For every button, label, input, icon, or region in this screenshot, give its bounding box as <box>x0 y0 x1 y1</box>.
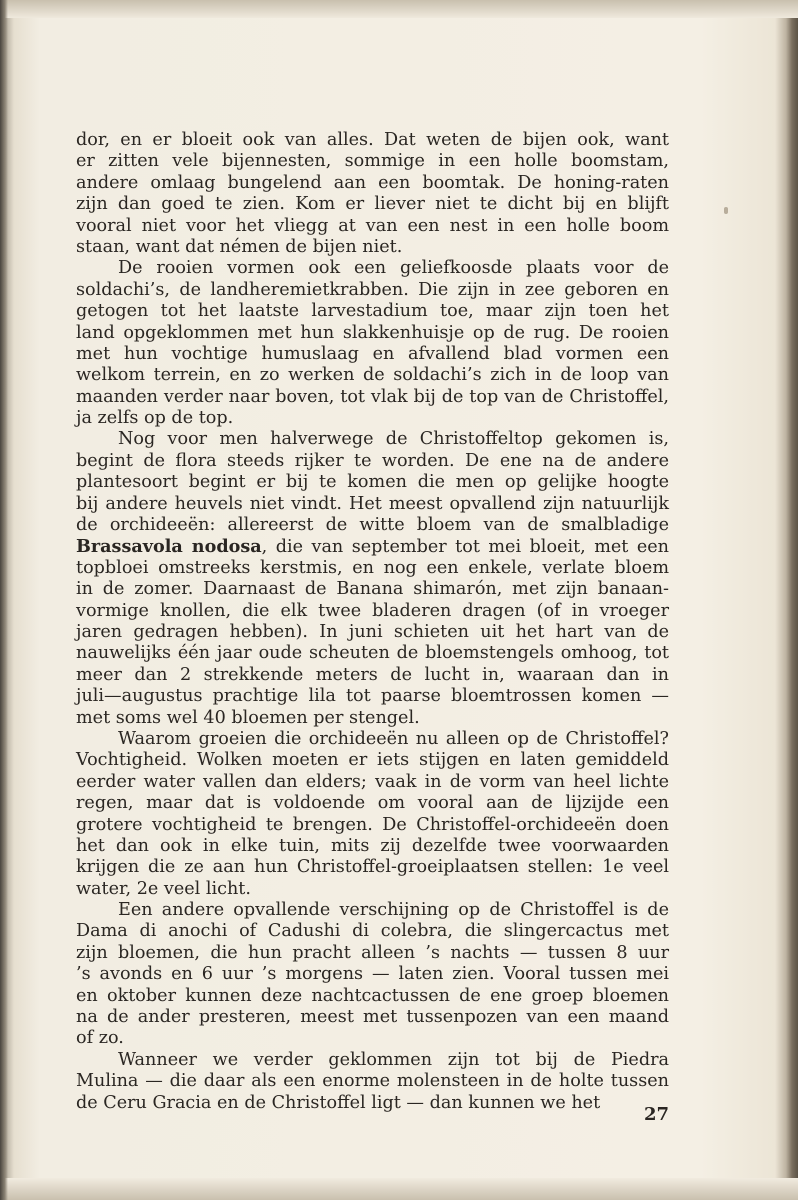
text-run: Wanneer we verder geklommen zijn tot bij de Piedra <box>118 1049 669 1070</box>
text-run: getogen tot het laatste larvestadium toe, maar zijn toen het <box>76 301 669 322</box>
text-run: dor, en er bloeit ook van alles. Dat weten de bijen ook, want <box>76 130 669 150</box>
text-run: vormige knollen, die elk twee bladeren dragen (of in vroeger <box>76 600 669 621</box>
text-run: ja zelfs op de top. <box>76 408 234 429</box>
text-run: land opgeklommen met hun slakkenhuisje op de rug. De rooien <box>76 322 669 343</box>
text-line <box>76 387 669 408</box>
text-line <box>76 515 669 536</box>
page-top-edge <box>0 0 798 18</box>
paper-speck <box>724 207 728 214</box>
text-run: juli—augustus prachtige lila tot paarse bloemtrossen komen — <box>76 686 669 707</box>
text-line <box>76 815 669 836</box>
text-run: meer dan 2 strekkende meters de lucht in, waaraan dan in <box>76 664 669 685</box>
text-line <box>76 1028 669 1049</box>
text-run: , die van september tot mei bloeit, met een <box>261 537 669 558</box>
text-line <box>76 472 669 493</box>
text-run: het dan ook in elke tuin, mits zij dezelfde twee voorwaarden <box>76 835 669 856</box>
text-run: Mulina — die daar als een enorme molensteen in de holte tussen <box>76 1071 669 1092</box>
text-run: welkom terrein, en zo werken de soldachi’s zich in de loop van <box>76 365 669 386</box>
text-line <box>76 237 669 258</box>
text-run: vooral niet voor het vliegg at van een nest in een holle boom <box>76 215 669 236</box>
text-line <box>76 344 669 365</box>
text-run: zijn bloemen, die hun pracht alleen ’s nachts — tussen 8 uur <box>76 942 669 963</box>
text-line <box>76 1050 669 1071</box>
text-line <box>76 173 669 194</box>
text-line <box>76 686 669 707</box>
text-line <box>76 365 669 386</box>
body-text <box>76 130 669 1114</box>
text-run: maanden verder naar boven, tot vlak bij de top van de Christoffel, <box>76 386 669 407</box>
text-run: de orchideeën: allereerst de witte bloem van de smalbladige <box>76 515 669 536</box>
text-line <box>76 494 669 515</box>
text-run: plantesoort begint er bij te komen die men op gelijke hoogte <box>76 472 669 493</box>
text-line <box>76 836 669 857</box>
text-line <box>76 451 669 472</box>
text-line <box>76 130 669 151</box>
text-run: Nog voor men halverwege de Christoffeltop gekomen is, <box>118 429 669 450</box>
text-run: zijn dan goed te zien. Kom er liever niet te dicht bij en blijft <box>76 194 669 215</box>
text-run: water, 2e veel licht. <box>76 878 251 899</box>
text-line <box>76 921 669 942</box>
text-line <box>76 408 669 429</box>
text-run: Een andere opvallende verschijning op de Christoffel is de <box>118 900 669 921</box>
text-run: andere omlaag bungelend aan een boomtak. De honing-raten <box>76 172 669 193</box>
text-line <box>76 900 669 921</box>
text-run: er zitten vele bijennesten, sommige in een holle boomstam, <box>76 151 669 172</box>
text-run: De rooien vormen ook een geliefkoosde plaats voor de <box>118 258 669 279</box>
text-run: bij andere heuvels niet vindt. Het meest opvallend zijn natuurlijk <box>76 493 669 514</box>
text-run: Waarom groeien die orchideeën nu alleen op de Christoffel? <box>118 728 669 749</box>
text-run: met soms wel 40 bloemen per stengel. <box>76 707 420 728</box>
binding-fold <box>0 0 8 1200</box>
text-line <box>76 622 669 643</box>
text-run: Vochtigheid. Wolken moeten er iets stijgen en laten gemiddeld <box>76 750 669 771</box>
text-run: jaren gedragen hebben). In juni schieten uit het hart van de <box>76 621 669 642</box>
text-line <box>76 301 669 322</box>
text-run: soldachi’s, de landheremietkrabben. Die zijn in zee geboren en <box>76 279 669 300</box>
text-run: staan, want dat némen de bijen niet. <box>76 236 403 257</box>
text-line <box>76 151 669 172</box>
text-line <box>76 323 669 344</box>
page-bottom-edge <box>0 1178 798 1200</box>
text-run: begint de flora steeds rijker te worden. De ene na de andere <box>76 450 669 471</box>
text-run: Dama di anochi of Cadushi di colebra, die slingercactus met <box>76 921 669 942</box>
text-line <box>76 1093 669 1114</box>
text-run: in de zomer. Daarnaast de Banana shimarón, met zijn banaan- <box>76 579 669 600</box>
text-line <box>76 579 669 600</box>
text-line <box>76 665 669 686</box>
text-line <box>76 729 669 750</box>
text-line <box>76 536 669 557</box>
text-line <box>76 708 669 729</box>
text-run: krijgen die ze aan hun Christoffel-groeiplaatsen stellen: 1e veel <box>76 857 669 878</box>
text-line <box>76 601 669 622</box>
text-line <box>76 194 669 215</box>
text-line <box>76 793 669 814</box>
text-line <box>76 1007 669 1028</box>
text-run: nauwelijks één jaar oude scheuten de bloemstengels omhoog, tot <box>76 643 669 664</box>
text-line <box>76 1071 669 1092</box>
text-line <box>76 857 669 878</box>
text-line <box>76 750 669 771</box>
text-line <box>76 258 669 279</box>
text-run: en oktober kunnen deze nachtcactussen de ene groep bloemen <box>76 985 669 1006</box>
text-line <box>76 964 669 985</box>
text-line <box>76 772 669 793</box>
text-run: na de ander presteren, meest met tussenpozen van een maand <box>76 1007 669 1028</box>
text-line <box>76 643 669 664</box>
text-run: ’s avonds en 6 uur ’s morgens — laten zien. Vooral tussen mei <box>76 964 669 985</box>
text-run: de Ceru Gracia en de Christoffel ligt — dan kunnen we het <box>76 1092 601 1113</box>
text-line <box>76 280 669 301</box>
text-run: met hun vochtige humuslaag en afvallend blad vormen een <box>76 343 669 364</box>
text-line <box>76 986 669 1007</box>
text-line <box>76 558 669 579</box>
text-run: topbloei omstreeks kerstmis, en nog een enkele, verlate bloem <box>76 557 669 578</box>
text-run: regen, maar dat is voldoende om vooral aan de lijzijde een <box>76 793 669 814</box>
text-run: eerder water vallen dan elders; vaak in de vorm van heel lichte <box>76 771 669 792</box>
text-line <box>76 429 669 450</box>
page-number: 27 <box>644 1104 670 1125</box>
text-run: of zo. <box>76 1028 124 1049</box>
text-line <box>76 879 669 900</box>
text-line <box>76 943 669 964</box>
text-run: grotere vochtigheid te brengen. De Christoffel-orchideeën doen <box>76 814 669 835</box>
text-line <box>76 216 669 237</box>
species-name: Brassavola nodosa <box>76 536 262 558</box>
